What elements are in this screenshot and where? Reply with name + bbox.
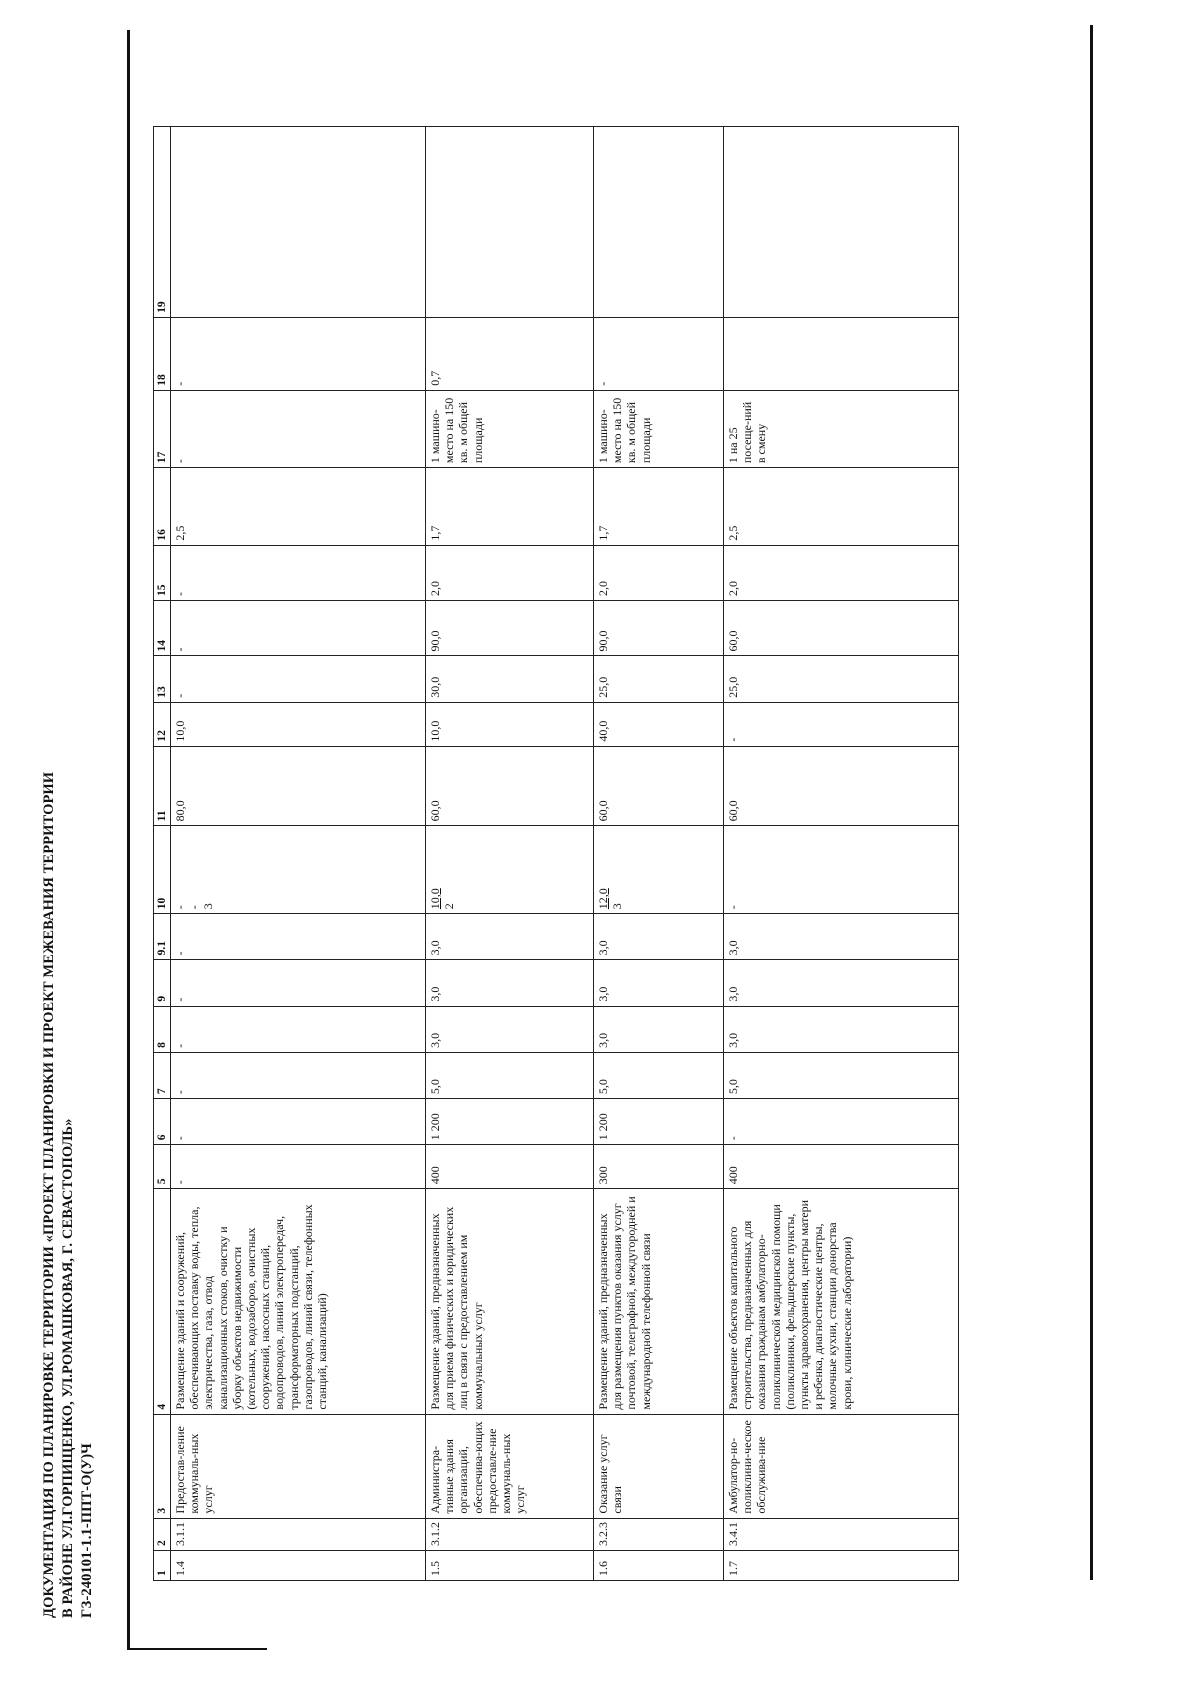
cell-value: 60,0 xyxy=(594,746,724,826)
header-line-3: ГЗ-240101-1.1-ППТ-О(У)Ч xyxy=(79,1443,95,1618)
bottom-rule xyxy=(127,1648,267,1650)
cell-description: Размещение зданий и сооружений, обеспечивающих поставку воды, тепла, электричества, газа, отвод канализационных стоков, очистку и уборку объектов недвижимости (котельных, водозаборов, очистных сооружений, насосных станций, водопроводов, линий электропередач, трансформаторных подстанций, газопроводов, линий связи, телефонных станций, канализаций) xyxy=(171,1189,426,1414)
cell-floors-line: 12,0 xyxy=(596,888,610,910)
cell-value: 2,0 xyxy=(594,545,724,600)
col-header: 11 xyxy=(154,746,171,826)
cell-value: 2,5 xyxy=(171,468,426,545)
cell-value: 90,0 xyxy=(426,601,594,656)
col-header: 10 xyxy=(154,826,171,914)
table-header-row xyxy=(154,127,171,1581)
cell-value: - xyxy=(171,545,426,600)
cell-value: 30,0 xyxy=(426,656,594,702)
cell-notes xyxy=(426,127,594,318)
cell-value: 3,0 xyxy=(426,1006,594,1052)
cell-parking: 1 машино-место на 150 кв. м общей площади xyxy=(594,390,724,467)
left-border-line xyxy=(127,30,130,1650)
cell-floors xyxy=(594,826,724,914)
col-header: 16 xyxy=(154,468,171,545)
col-header: 3 xyxy=(154,1414,171,1518)
cell-value: 80,0 xyxy=(171,746,426,826)
cell-value: 2,0 xyxy=(724,545,959,600)
cell-value: - xyxy=(171,1052,426,1098)
cell-value: 60,0 xyxy=(724,746,959,826)
col-header: 9 xyxy=(154,960,171,1006)
cell-value: 25,0 xyxy=(594,656,724,702)
cell-description: Размещение объектов капитального строительства, предназначенных для оказания гражданам амбулаторно-поликлинической медицинской помощи (поликлиники, фельдшерские пункты, пункты здравоохранения, центры матери и ребенка, диагностические центры, молочные кухни, станции донорства крови, клинические лаборатории) xyxy=(724,1189,959,1414)
col-header: 2 xyxy=(154,1518,171,1550)
cell-value: 3,0 xyxy=(426,960,594,1006)
cell-value: 90,0 xyxy=(594,601,724,656)
cell-use-name: Оказание услуг связи xyxy=(594,1414,724,1518)
cell-value: 3,0 xyxy=(594,1006,724,1052)
cell-number: 1.4 xyxy=(171,1550,426,1580)
cell-value: 5,0 xyxy=(724,1052,959,1098)
cell-floors xyxy=(724,826,959,914)
cell-floors-line: 3 xyxy=(201,903,216,910)
cell-value: 10,0 xyxy=(426,702,594,746)
cell-parking: 1 машино-место на 150 кв. м общей площади xyxy=(426,390,594,467)
rotated-table-container xyxy=(153,126,973,1581)
cell-floors xyxy=(171,826,426,914)
cell-value: 1 200 xyxy=(594,1099,724,1145)
cell-value: 5,0 xyxy=(594,1052,724,1098)
cell-value: - xyxy=(171,914,426,960)
cell-parking: - xyxy=(171,390,426,467)
cell-use-name: Администра-тивные здания организаций, обеспечива-ющих предоставле-ние коммуналь-ных услуг xyxy=(426,1414,594,1518)
cell-value: - xyxy=(171,317,426,390)
cell-code: 3.4.1 xyxy=(724,1518,959,1550)
cell-value: - xyxy=(171,960,426,1006)
right-border-line xyxy=(1090,25,1093,1580)
cell-value: 0,7 xyxy=(426,317,594,390)
cell-number: 1.6 xyxy=(594,1550,724,1580)
col-header: 1 xyxy=(154,1550,171,1580)
cell-value: 25,0 xyxy=(724,656,959,702)
cell-notes xyxy=(171,127,426,318)
cell-floors-line: 10,0 xyxy=(428,888,442,910)
cell-code: 3.2.3 xyxy=(594,1518,724,1550)
col-header: 9.1 xyxy=(154,914,171,960)
col-header: 18 xyxy=(154,317,171,390)
cell-value: 2,5 xyxy=(724,468,959,545)
cell-floors-line: 2 xyxy=(442,903,457,910)
col-header: 4 xyxy=(154,1189,171,1414)
cell-value: 3,0 xyxy=(594,960,724,1006)
col-header: 8 xyxy=(154,1006,171,1052)
col-header: 6 xyxy=(154,1099,171,1145)
col-header: 14 xyxy=(154,601,171,656)
cell-value: - xyxy=(171,1099,426,1145)
cell-value: 3,0 xyxy=(724,914,959,960)
cell-notes xyxy=(724,127,959,318)
cell-floors-line: - xyxy=(726,905,740,910)
header-line-1: ДОКУМЕНТАЦИЯ ПО ПЛАНИРОВКЕ ТЕРРИТОРИИ «ПРОЕКТ ПЛАНИРОВКИ И ПРОЕКТ МЕЖЕВАНИЯ ТЕРРИТОРИИ xyxy=(41,771,57,1618)
cell-value xyxy=(724,317,959,390)
cell-parking: 1 на 25 посеще-ний в смену xyxy=(724,390,959,467)
cell-value: 1,7 xyxy=(594,468,724,545)
col-header: 7 xyxy=(154,1052,171,1098)
cell-number: 1.5 xyxy=(426,1550,594,1580)
cell-floors xyxy=(426,826,594,914)
cell-value: 40,0 xyxy=(594,702,724,746)
cell-use-name: Предостав-ление коммуналь-ных услуг xyxy=(171,1414,426,1518)
cell-value: - xyxy=(171,601,426,656)
table-row xyxy=(724,127,959,1581)
table-row xyxy=(426,127,594,1581)
cell-value: 3,0 xyxy=(724,960,959,1006)
col-header: 15 xyxy=(154,545,171,600)
cell-value: 1 200 xyxy=(426,1099,594,1145)
cell-value: - xyxy=(724,1099,959,1145)
cell-floors-line: - xyxy=(187,905,202,910)
cell-value: - xyxy=(594,317,724,390)
cell-floors-line: - xyxy=(173,905,187,910)
cell-notes xyxy=(594,127,724,318)
cell-use-name: Амбулатор-но-поликлини-ческое обслужива-ние xyxy=(724,1414,959,1518)
cell-floors-line: 3 xyxy=(610,903,625,910)
col-header: 5 xyxy=(154,1145,171,1189)
cell-value: 1,7 xyxy=(426,468,594,545)
cell-value: 2,0 xyxy=(426,545,594,600)
cell-code: 3.1.2 xyxy=(426,1518,594,1550)
cell-value: 5,0 xyxy=(426,1052,594,1098)
cell-value: 60,0 xyxy=(426,746,594,826)
cell-value: - xyxy=(724,702,959,746)
cell-value: 3,0 xyxy=(426,914,594,960)
col-header: 19 xyxy=(154,127,171,318)
cell-value: - xyxy=(171,1145,426,1189)
cell-description: Размещение зданий, предназначенных для приема физических и юридических лиц в связи с предоставлением им коммунальных услуг xyxy=(426,1189,594,1414)
zoning-table xyxy=(153,126,959,1581)
cell-value: 10,0 xyxy=(171,702,426,746)
cell-number: 1.7 xyxy=(724,1550,959,1580)
cell-value: - xyxy=(171,656,426,702)
table-row xyxy=(594,127,724,1581)
cell-value: 300 xyxy=(594,1145,724,1189)
document-header xyxy=(40,518,97,1618)
cell-value: 60,0 xyxy=(724,601,959,656)
cell-code: 3.1.1 xyxy=(171,1518,426,1550)
cell-description: Размещение зданий, предназначенных для размещения пунктов оказания услуг почтовой, телеграфной, междугородней и международной телефонной связи xyxy=(594,1189,724,1414)
cell-value: 400 xyxy=(724,1145,959,1189)
cell-value: 3,0 xyxy=(724,1006,959,1052)
table-row xyxy=(171,127,426,1581)
cell-value: 3,0 xyxy=(594,914,724,960)
col-header: 13 xyxy=(154,656,171,702)
col-header: 17 xyxy=(154,390,171,467)
cell-value: 400 xyxy=(426,1145,594,1189)
header-line-2: В РАЙОНЕ УЛ.ГОРПИЩЕНКО, УЛ.РОМАШКОВАЯ, Г. СЕВАСТОПОЛЬ» xyxy=(60,1118,76,1618)
col-header: 12 xyxy=(154,702,171,746)
cell-value: - xyxy=(171,1006,426,1052)
